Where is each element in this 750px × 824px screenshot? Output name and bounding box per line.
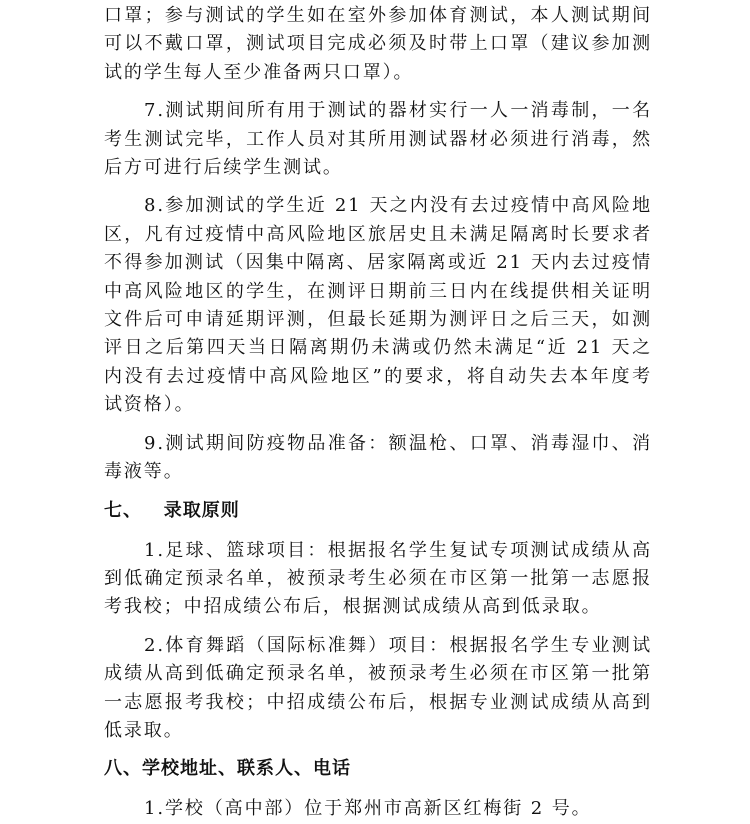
paragraph-item-9: 9.测试期间防疫物品准备：额温枪、口罩、消毒湿巾、消毒液等。 [104,432,652,483]
section-heading-admission-principles: 七、 录取原则 [104,499,240,521]
paragraph-mask-continued: 口罩；参与测试的学生如在室外参加体育测试，本人测试期间可以不戴口罩，测试项目完成必须及时带上口罩（建议参加测试的学生每人至少准备两只口罩）。 [104,5,652,83]
paragraph-admission-item-2: 2.体育舞蹈（国际标准舞）项目：根据报名学生专业测试成绩从高到低确定预录名单，被预录考生必须在市区第一批第一志愿报考我校；中招成绩公布后，根据专业测试成绩从高到低录取。 [104,634,652,741]
paragraph-contact-item-1: 1.学校（高中部）位于郑州市高新区红梅街 2 号。 [144,798,592,820]
paragraph-item-7: 7.测试期间所有用于测试的器材实行一人一消毒制，一名考生测试完毕，工作人员对其所用测试器材必须进行消毒，然后方可进行后续学生测试。 [104,100,652,179]
section-heading-school-contact: 八、学校地址、联系人、电话 [104,758,351,780]
document-page [104,0,652,824]
paragraph-item-8: 8.参加测试的学生近 21 天之内没有去过疫情中高风险地区，凡有过疫情中高风险地区旅居史且未满足隔离时长要求者不得参加测试（因集中隔离、居家隔离或近 21 天内去过疫情中高风险地区的学生，在测评日期前三日内在线提供相关证明文件后可申请延期评测，但最长延期为测评日之后三天，如测评日之后第四天当日隔离期仍未满或仍然未满足“近 21 天之内没有去过疫情中高风险地区”的要求，将自动失去本年度考试资格）。 [104,195,652,416]
paragraph-admission-item-1: 1.足球、篮球项目：根据报名学生复试专项测试成绩从高到低确定预录名单，被预录考生必须在市区第一批第一志愿报考我校；中招成绩公布后，根据测试成绩从高到低录取。 [104,539,652,618]
